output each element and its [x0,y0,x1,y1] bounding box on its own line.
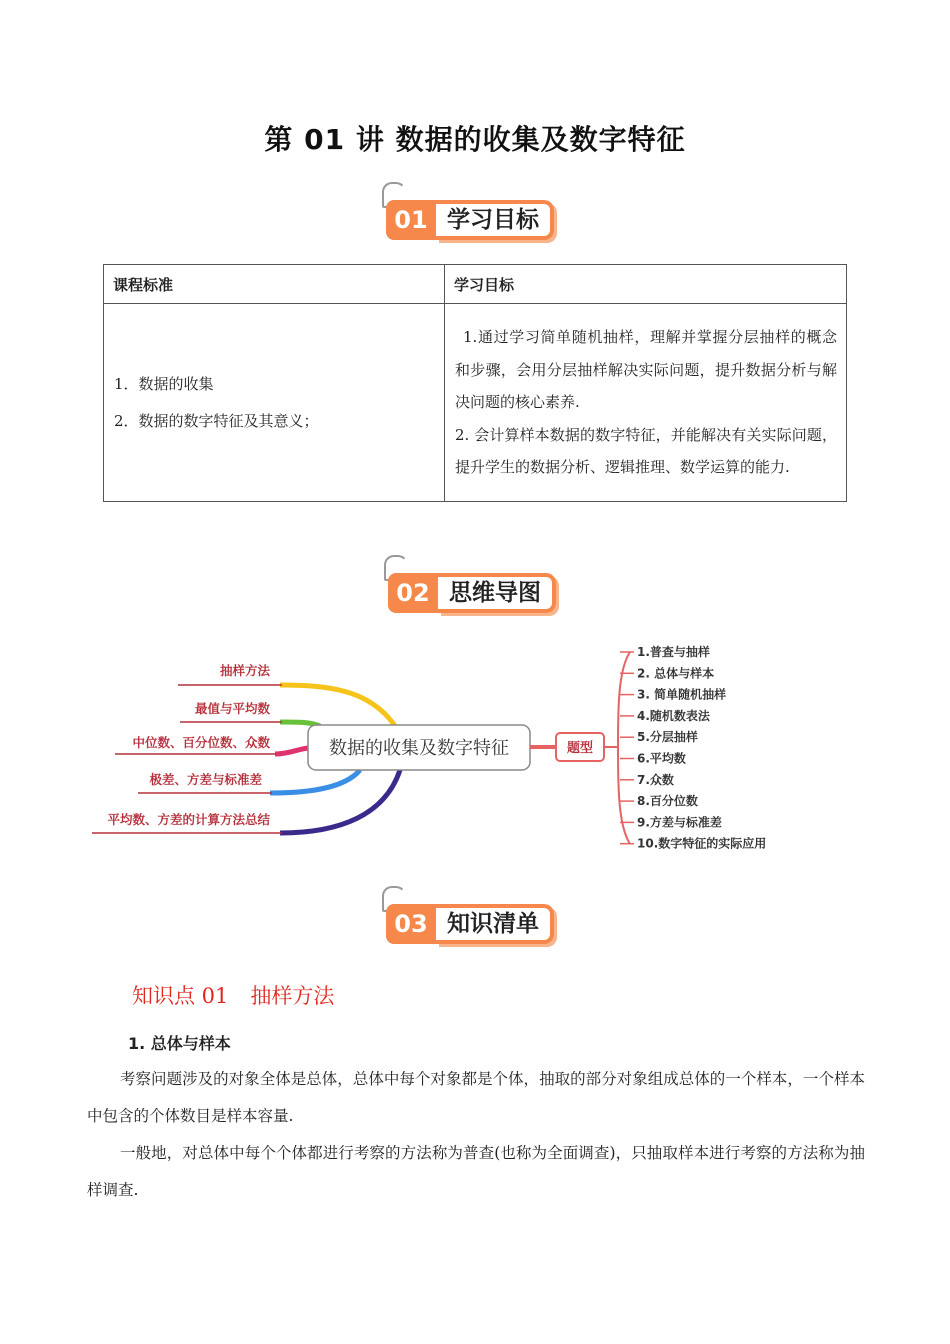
right-item-label: 10.数字特征的实际应用 [637,836,767,851]
goals-table [103,264,847,502]
right-item-label: 7.众数 [637,772,674,787]
section-number: 02 [388,573,438,613]
section-badge-mindmap [384,569,574,617]
right-item-label: 5.分层抽样 [637,730,698,745]
knowledge-point-number: 知识点 01 [132,984,229,1008]
branch-label: 最值与平均数 [194,701,270,716]
branch-line [275,748,310,754]
section-label: 知识清单 [436,904,554,944]
section-badge-knowledge [382,900,572,948]
branch-line [270,770,360,793]
subsection-title: 1. 总体与样本 [128,1034,231,1053]
standards-cell [104,304,445,502]
section-label: 学习目标 [436,200,554,240]
section-number: 03 [386,904,436,944]
section-badge-goals [382,196,572,244]
branch-line [280,770,400,833]
right-item-label: 8.百分位数 [637,794,698,809]
objective-item: 2. 会计算样本数据的数字特征，并能解决有关实际问题，提升学生的数据分析、逻辑推理、数学运算的能力. [455,425,837,477]
mind-map [0,630,950,860]
right-item-label: 2. 总体与样本 [637,666,715,681]
page-title: 第 01 讲 数据的收集及数字特征 [264,123,686,156]
table-row [104,304,847,502]
right-item-label: 3. 简单随机抽样 [637,687,727,702]
topic-node-label: 题型 [566,741,594,756]
standard-item: 1．数据的收集 [114,374,214,393]
branch-label: 中位数、百分位数、众数 [132,735,270,750]
right-items [620,644,766,851]
branch-label: 平均数、方差的计算方法总结 [107,812,270,827]
center-node-label: 数据的收集及数字特征 [329,738,509,759]
table-header-objective: 学习目标 [445,265,847,304]
branch-label: 极差、方差与标准差 [149,772,262,787]
paragraph: 一般地，对总体中每个个体都进行考察的方法称为普查(也称为全面调查)，只抽取样本进行考察的方法称为抽样调查. [87,1144,865,1199]
right-item-label: 9.方差与标准差 [637,815,722,830]
standard-item: 2．数据的数字特征及其意义； [114,411,319,430]
knowledge-point-heading [132,980,334,1010]
table-header-row [104,265,847,304]
branch-label: 抽样方法 [219,663,270,678]
objectives-cell [445,304,847,502]
table-header-standard: 课程标准 [104,265,445,304]
knowledge-point-title: 抽样方法 [250,984,335,1008]
section-label: 思维导图 [438,573,556,613]
right-item-label: 6.平均数 [637,751,686,766]
right-item-label: 1.普查与抽样 [637,645,710,659]
right-item-label: 4.随机数表法 [637,708,710,723]
objective-item: 1.通过学习简单随机抽样，理解并掌握分层抽样的概念和步骤，会用分层抽样解决实际问题，提升数据分析与解决问题的核心素养. [455,328,837,412]
fan-bracket [618,652,630,844]
paragraph: 考察问题涉及的对象全体是总体，总体中每个对象都是个体，抽取的部分对象组成总体的一个样本，一个样本中包含的个体数目是样本容量. [87,1070,865,1125]
section-number: 01 [386,200,436,240]
